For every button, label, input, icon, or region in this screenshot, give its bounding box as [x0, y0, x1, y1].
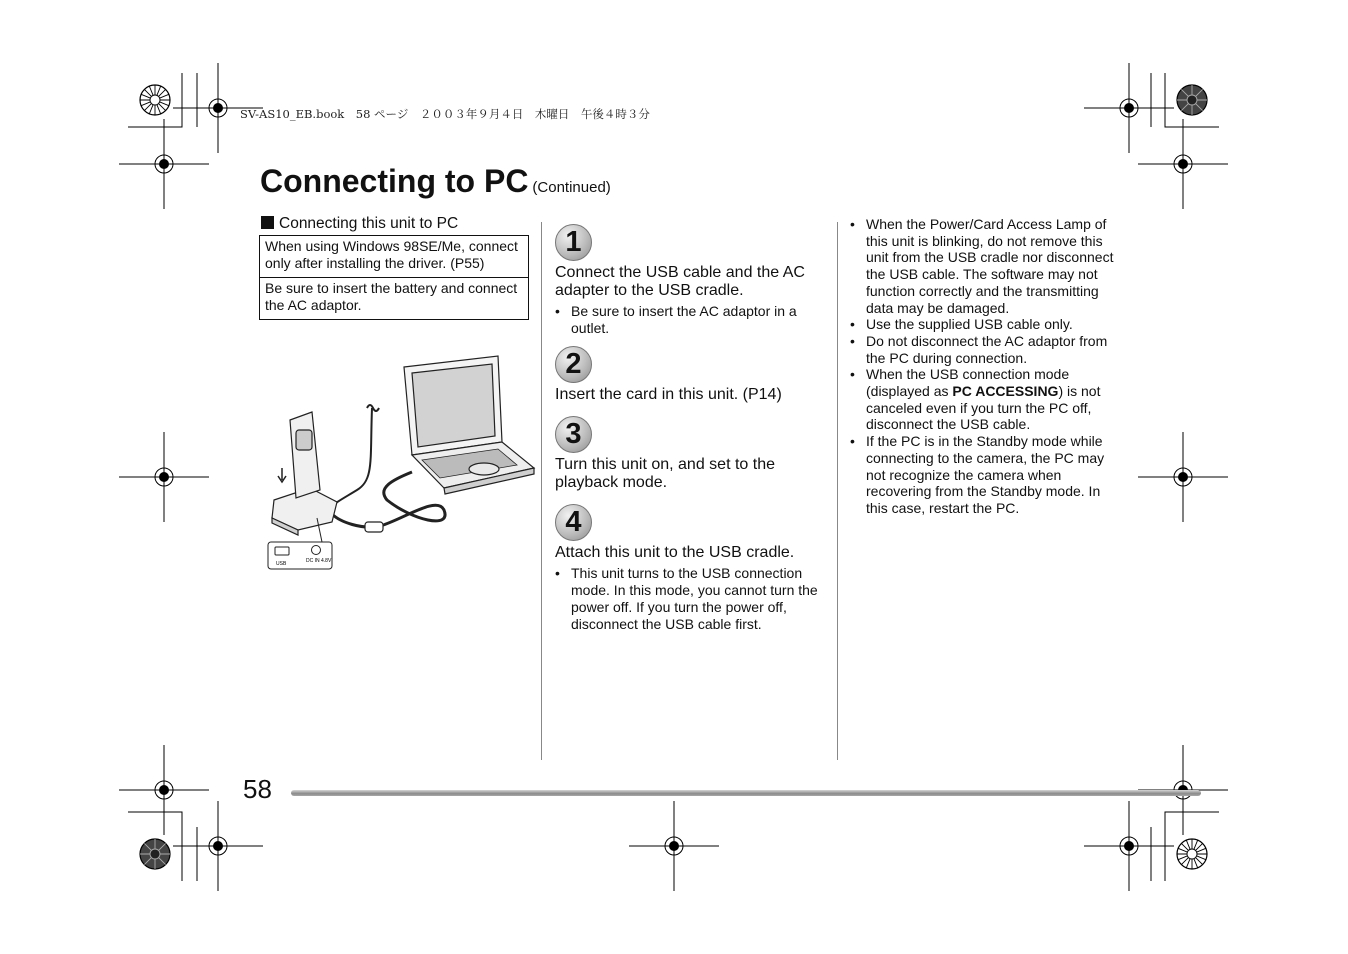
down-arrow-icon — [278, 468, 286, 482]
precaution-text: When the USB connection mode (displayed as — [866, 366, 1070, 400]
usb-port-icon — [275, 547, 289, 555]
section-heading-text: Connecting this unit to PC — [279, 215, 459, 232]
note-driver: When using Windows 98SE/Me, connect only after installing the driver. (P55) — [265, 238, 518, 271]
step-text: Connect the USB cable and the AC adapter to the USB cradle. — [555, 264, 805, 299]
page-number: 58 — [243, 774, 272, 804]
usb-cable — [332, 472, 445, 527]
step-number-badge: 1 — [555, 224, 592, 261]
precaution-item: • When the Power/Card Access Lamp of this unit is blinking, do not remove this unit from the USB cradle nor disconnect the USB cable. The software may not function correctly and the transmitting data may be damaged. — [850, 216, 1122, 316]
note-battery: Be sure to insert the battery and connect the AC adaptor. — [260, 277, 528, 319]
footer-rule — [291, 790, 1201, 796]
precaution-text: ) is not canceled even if you turn the PC off, disconnect the USB cable. — [866, 383, 1101, 433]
connection-illustration — [262, 350, 538, 575]
page-title-suffix: (Continued) — [532, 179, 611, 196]
step-text: Insert the card in this unit. (P14) — [555, 386, 782, 403]
column-divider-right — [837, 222, 838, 760]
precaution-item — [850, 366, 1122, 433]
dc-in-port-label: DC IN 4.8V — [306, 558, 332, 564]
step-bullet: • This unit turns to the USB connection mode. In this mode, you cannot turn the power off. If you turn the power off, disconnect the USB cable first. — [555, 565, 825, 633]
usb-port-label: USB — [276, 561, 287, 567]
precaution-item: • If the PC is in the Standby mode while connecting to the camera, the PC may not recognize the camera when recovering from the Standby mode. In this case, restart the PC. — [850, 433, 1122, 517]
page-title — [260, 163, 611, 200]
notes-box — [259, 235, 529, 320]
cable-ferrite-core — [365, 522, 383, 532]
ac-adaptor-cable — [330, 405, 379, 508]
precaution-item: • Do not disconnect the AC adaptor from the PC during connection. — [850, 333, 1122, 366]
step-number-badge: 4 — [555, 504, 592, 541]
dc-in-port-icon — [312, 546, 321, 555]
pc-accessing-label: PC ACCESSING — [952, 383, 1059, 400]
file-header-line: SV-AS10_EB.book 58 ページ ２００３年９月４日 木曜日 午後４時３分 — [240, 107, 650, 121]
precaution-item: • Use the supplied USB cable only. — [850, 316, 1122, 333]
step-number-badge: 2 — [555, 346, 592, 383]
column-divider-left — [541, 222, 542, 760]
step-number-badge: 3 — [555, 416, 592, 453]
laptop-icon — [404, 356, 534, 494]
step-1 — [555, 224, 825, 337]
square-bullet-icon — [261, 216, 274, 229]
section-heading — [261, 215, 458, 233]
page-title-text: Connecting to PC — [260, 163, 529, 199]
precautions-list — [850, 216, 1122, 517]
step-2 — [555, 346, 825, 404]
step-bullet: • Be sure to insert the AC adaptor in a outlet. — [555, 303, 825, 337]
step-3 — [555, 416, 825, 492]
step-text: Turn this unit on, and set to the playback mode. — [555, 456, 775, 491]
step-text: Attach this unit to the USB cradle. — [555, 544, 795, 561]
step-4 — [555, 504, 825, 633]
